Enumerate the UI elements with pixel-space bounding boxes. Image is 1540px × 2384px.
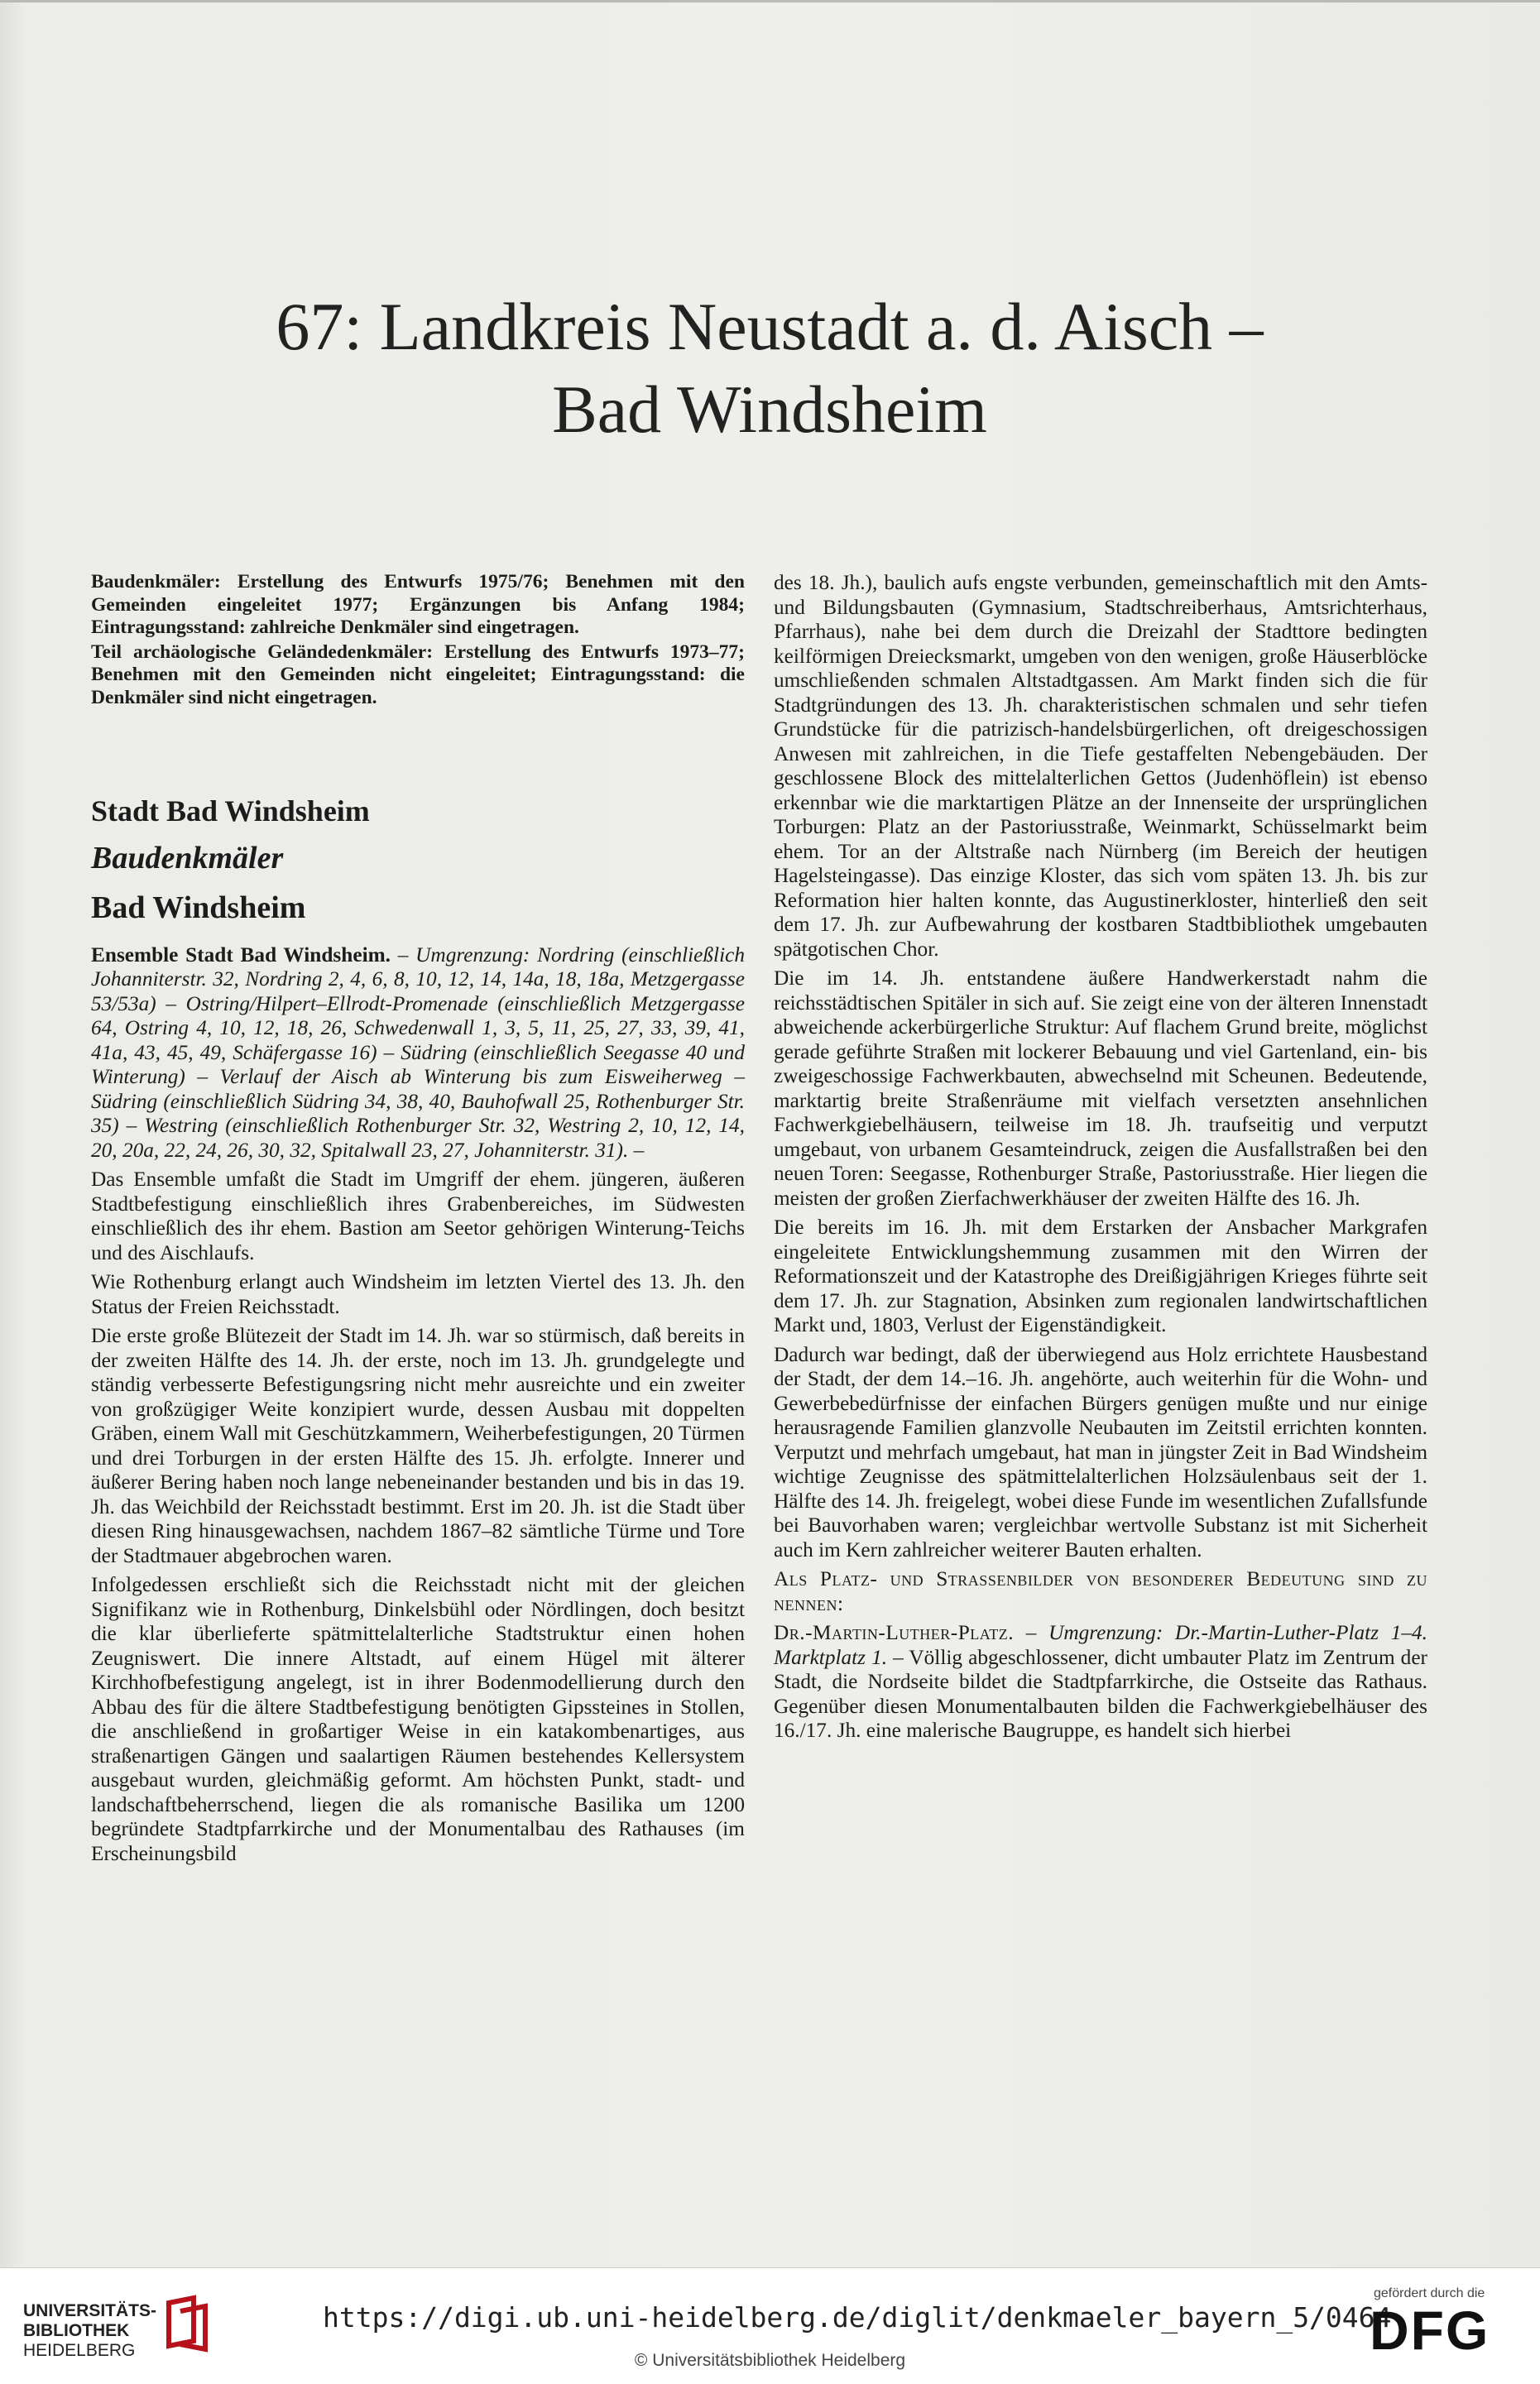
ensemble-dash: – <box>391 943 416 967</box>
left-paragraph: Infolgedessen erschließt sich die Reichsstadt nicht mit der gleichen Signifikanz wie in Rothenburg, Dinkelsbühl oder Nördlingen, doch besitzt die klar überlieferte spätmittelalterliche Stadtstruktur einen hohen Zeugniswert. Die innere Altstadt, auf einem Hügel mit älterer Kirchhofbefestigung angelegt, ist in ihrer Bodenmodellierung durch den Abbau des für die ältere Stadtbefestigung benötigten Gipssteines in Stollen, die anschließend in großartiger Weise in ein katakombenartiges, aus straßenartigen Gängen und saalartigen Räumen bestehendes Kellersystem ausgebaut wurden, gleichmäßig geformt. Am höchsten Punkt, stadt- und landschaftbeherrschend, liegen die als romanische Basilika um 1200 begründete Stadtpfarrkirche und der Monumentalbau des Rathauses (im Erscheinungsbild <box>91 1573 745 1865</box>
platz-boundary: Umgrenzung: Dr.-Martin-Luther-Platz 1–4. Marktplatz 1. <box>774 1621 1427 1669</box>
ensemble-entry <box>91 943 745 1163</box>
title-line-2: Bad Windsheim <box>552 372 987 447</box>
status-notes <box>91 571 745 710</box>
left-paragraph: Das Ensemble umfaßt die Stadt im Umgriff der ehem. jüngeren, äußeren Stadtbefestigung einschließlich ihres Grabenbereiches, im Südwesten einschließlich des ihr ehem. Bastion am Seetor gehörigen Winterung-Teichs und des Aischlaufs. <box>91 1168 745 1264</box>
right-paragraph: Die im 14. Jh. entstandene äußere Handwerkerstadt nahm die reichsstädtischen Spitäler in sich auf. Sie zeigt eine von der älteren Innenstadt abweichende ackerbürgerliche Struktur: Auf flachem Grund breite, möglichst gerade geführte Straßen mit lockerer Bebauung und viel Gartenland, ein- bis zweigeschossige Fachwerkbauten, abwechselnd mit Scheunen. Bedeutende, marktartig breite Straßenräume mit vielfach versetzten ansehnlichen Fachwerkgiebelhäusern, teilweise im 18. Jh. traufseitig und verputzt umgebaut, von urbanem Gesamteindruck, zeigen die Ausfallstraßen bei den neuen Toren: Seegasse, Rothenburger Straße, Pastoriusstraße. Hier liegen die meisten der großen Zierfachwerkhäuser der zweiten Hälfte des 16. Jh. <box>774 967 1427 1210</box>
left-paragraph: Die erste große Blütezeit der Stadt im 14. Jh. war so stürmisch, daß bereits in der zweiten Hälfte des 14. Jh. der erste, noch im 13. Jh. grundgelegte und ständig verbesserte Befestigungsring nicht mehr ausreichte und ein zweiter von großzügiger Weite konzipiert wurde, dessen Ausbau mit doppelten Gräben, einem Wall mit Geschützkammern, Weiherbefestigungen, 20 Türmen und drei Torburgen in der ersten Hälfte des 15. Jh. erfolgte. Innerer und äußerer Bering haben noch lange nebeneinander bestanden und bis in das 19. Jh. das Weichbild der Reichsstadt bestimmt. Erst im 20. Jh. ist die Stadt über diesen Ring hinausgewachsen, nachdem 1867–82 sämtliche Türme und Tore der Stadtmauer abgebrochen waren. <box>91 1324 745 1567</box>
logo-line-3: HEIDELBERG <box>23 2341 136 2360</box>
logo-line-1: UNIVERSITÄTS- <box>23 2301 157 2320</box>
left-paragraph: Wie Rothenburg erlangt auch Windsheim im letzten Viertel des 13. Jh. den Status der Freien Reichsstadt. <box>91 1270 745 1318</box>
ensemble-boundary: Umgrenzung: Nordring (einschließlich Johanniterstr. 32, Nordring 2, 4, 6, 8, 10, 12, 14, 14a, 18, 18a, Metzgergasse 53/53a) – Ostring/Hilpert–Ellrodt-Promenade (einschließlich Metzgergasse 64, Ostring 4, 10, 12, 18, 26, Schwedenwall 1, 3, 5, 11, 25, 27, 33, 39, 41, 41a, 43, 45, 49, Schäfergasse 16) – Südring (einschließlich Seegasse 40 und Winterung) – Verlauf der Aisch ab Winterung bis zum Eisweiherweg – Südring (einschließlich Südring 34, 38, 40, Bauhofwall 25, Rothenburger Str. 35) – Westring (einschließlich Rothenburger Str. 32, Westring 2, 10, 12, 14, 20, 20a, 22, 24, 26, 30, 32, Spitalwall 23, 27, Johanniterstr. 31). <box>91 943 745 1162</box>
right-paragraph: Dadurch war bedingt, daß der überwiegend aus Holz errichtete Hausbestand der Stadt, der dem 14.–16. Jh. angehörte, auch weiterhin für die Wohn- und Gewerbebedürfnisse der einfachen Bürgers genügen mußte und nur einige herausragende Familien glanzvolle Neubauten im Zeitstil errichten konnten. Verputzt und mehrfach umgebaut, hat man in jüngster Zeit in Bad Windsheim wichtige Zeugnisse des spätmittelalterlichen Holzsäulenbaus seit der 1. Hälfte des 14. Jh. freigelegt, wobei diese Funde im wesentlichen Zufallsfunde bei Bauvorhaben waren; vergleichbar wertvolle Substanz ist mit Sicherheit auch im Kern zahlreicher weiterer Bauten erhalten. <box>774 1342 1427 1561</box>
platz-dash: – <box>1014 1621 1049 1644</box>
streets-heading: Als Platz- und Strassenbilder von besonderer Bedeutung sind zu nennen: <box>774 1567 1427 1615</box>
category-heading: Baudenkmäler <box>91 840 284 875</box>
platz-entry <box>774 1621 1427 1744</box>
locality-heading: Bad Windsheim <box>91 890 306 925</box>
page-edge <box>0 0 1540 2</box>
sponsor-note: gefördert durch die <box>1374 2286 1485 2300</box>
page-title <box>157 285 1382 451</box>
platz-name: Dr.-Martin-Luther-Platz. <box>774 1621 1015 1644</box>
title-line-1: 67: Landkreis Neustadt a. d. Aisch – <box>276 289 1264 364</box>
left-column <box>91 571 745 1866</box>
note-archaeologie: Teil archäologische Geländedenkmäler: Erstellung des Entwurfs 1973–77; Benehmen mit den Gemeinden nicht eingeleitet; Eintragungsstand: die Denkmäler sind nicht eingetragen. <box>91 640 745 708</box>
permalink-url[interactable]: https://digi.ub.uni-heidelberg.de/diglit/denkmaeler_bayern_5/0464 <box>323 2301 1392 2334</box>
city-heading: Stadt Bad Windsheim <box>91 794 370 827</box>
copyright-notice: © Universitätsbibliothek Heidelberg <box>634 2351 906 2370</box>
ensemble-end-dash: – <box>628 1138 645 1162</box>
note-baudenkmaeler: Baudenkmäler: Erstellung des Entwurfs 1975/76; Benehmen mit den Gemeinden eingeleitet 1977; Ergänzungen bis Anfang 1984; Eintragungsstand: zahlreiche Denkmäler sind eingetragen. <box>91 571 745 639</box>
platz-text: – Völlig abgeschlossener, dicht umbauter Platz im Zentrum der Stadt, die Nordseite bildet die Stadtpfarrkirche, die Ostseite das Rathaus. Gegenüber diesen Monumentalbauten bilden die Fachwerkgiebelhäuser des 16./17. Jh. eine malerische Baugruppe, es handelt sich hierbei <box>774 1645 1427 1742</box>
dfg-logo[interactable]: DFG <box>1370 2300 1490 2361</box>
right-column <box>774 571 1427 1744</box>
logo-line-2: BIBLIOTHEK <box>23 2321 130 2340</box>
right-paragraph: des 18. Jh.), baulich aufs engste verbunden, gemeinschaftlich mit den Amts- und Bildungsbauten (Gymnasium, Stadtschreiberhaus, Amtsrichterhaus, Pfarrhaus), nahe bei dem durch die Dreizahl der Stadttore bedingten keilförmigen Dreiecksmarkt, umgeben von den wenigen, große Häuserblöcke umschließenden schmalen Altstadtgassen. Am Markt finden sich die für Stadtgründungen des 13. Jh. charakteristischen schmalen und sehr tiefen Grundstücke für die patrizisch-handelsbürgerlichen, oft dreigeschossigen Anwesen mit zahlreichen, in die Tiefe gestaffelten Nebengebäuden. Der geschlossene Block des mittelalterlichen Gettos (Judenhöflein) ist ebenso erkennbar wie die marktartigen Plätze an der Innenseite der ursprünglichen Torburgen: Platz an der Pastoriusstraße, Weinmarkt, Schüsselmarkt beim ehem. Tor an der Altstraße nach Nürnberg (im Bereich der heutigen Hagelsteingasse). Das einzige Kloster, das sich vom späten 13. Jh. bis zur Reformation hier halten konnte, das Augustinerkloster, hinterließ den seit dem 17. Jh. zur Aufbewahrung der kostbaren Stadtbibliothek umgebauten spätgotischen Chor. <box>774 571 1427 961</box>
ensemble-name: Ensemble Stadt Bad Windsheim. <box>91 943 391 967</box>
right-paragraph: Die bereits im 16. Jh. mit dem Erstarken der Ansbacher Markgrafen eingeleitete Entwicklungshemmung zusammen mit den Wirren der Reformationszeit und der Katastrophe des Dreißigjährigen Krieges führte seit dem 17. Jh. zur Stagnation, Absinken zum regionalen landwirtschaftlichen Markt und, 1803, Verlust der Eigenständigkeit. <box>774 1216 1427 1336</box>
viewer-footer <box>0 2267 1540 2384</box>
library-logo-icon <box>157 2295 215 2353</box>
